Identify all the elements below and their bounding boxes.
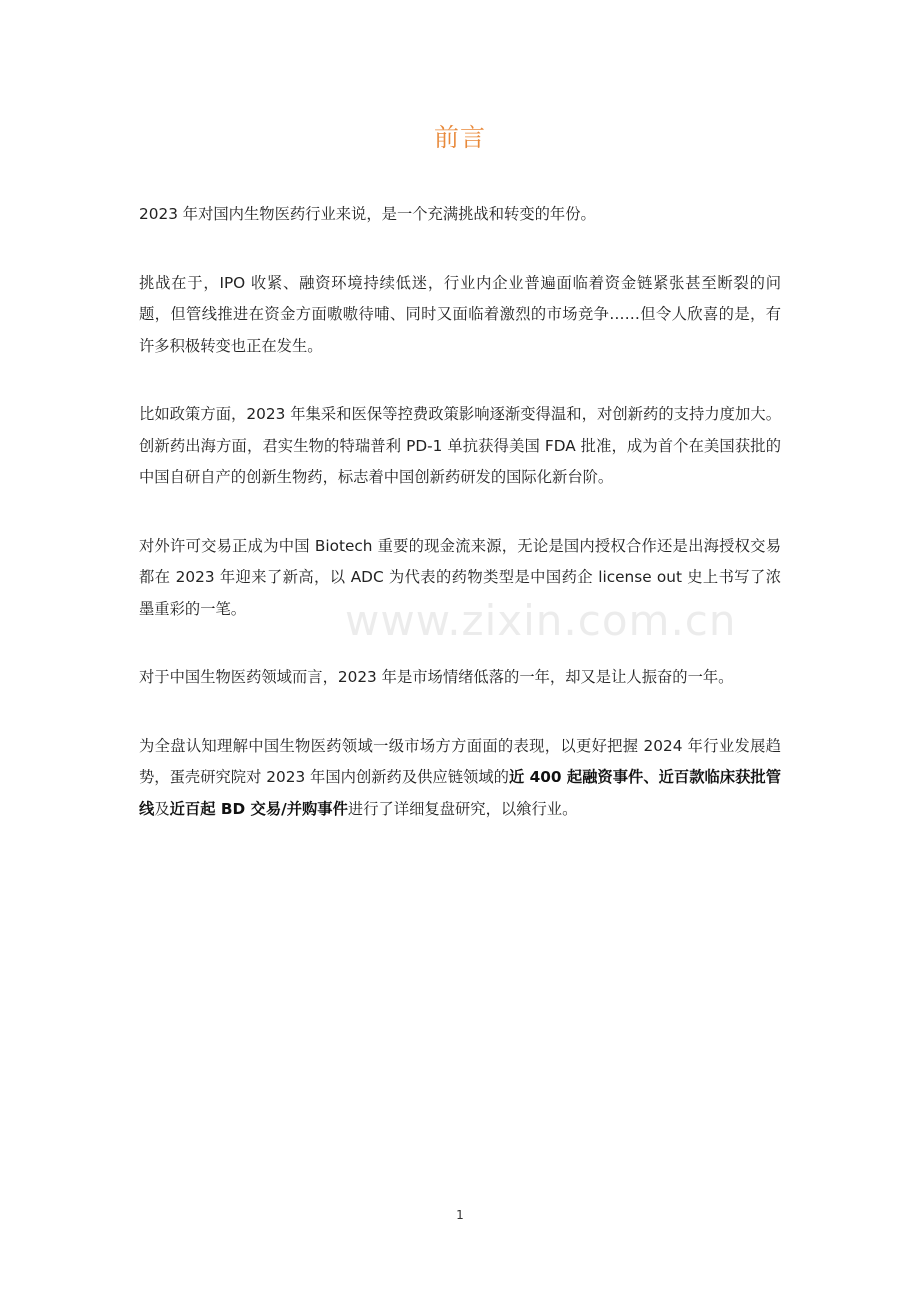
paragraph-summary: 对于中国生物医药领域而言，2023 年是市场情绪低落的一年，却又是让人振奋的一年。 bbox=[139, 668, 734, 686]
paragraph-policy: 比如政策方面，2023 年集采和医保等控费政策影响逐渐变得温和，对创新药的支持力度加大。创新药出海方面，君实生物的特瑞普利 PD-1 单抗获得美国 FDA 批准，成为首个在美国获批的中国自研自产的创新生物药，标志着中国创新药研发的国际化新台阶。 bbox=[139, 405, 781, 486]
research-scope-highlight-1: 近 400 起融资事件、近百款临床获批管线 bbox=[139, 768, 781, 818]
research-scope-text-1: 为全盘认知理解中国生物医药领域一级市场方方面面的表现，以更好把握 2024 年行业发展趋势，蛋壳研究院对 2023 年国内创新药及供应链领域的 bbox=[139, 736, 781, 786]
document-body bbox=[139, 199, 781, 862]
research-scope-text-3: 进行了详细复盘研究，以飨行业。 bbox=[347, 799, 578, 818]
paragraph-research-scope bbox=[139, 731, 781, 826]
paragraph-intro: 2023 年对国内生物医药行业来说，是一个充满挑战和转变的年份。 bbox=[139, 205, 596, 223]
page-number: 1 bbox=[456, 1208, 464, 1222]
watermark: www.zixin.com.cn bbox=[345, 596, 737, 645]
research-scope-highlight-2: 近百起 BD 交易/并购事件 bbox=[169, 799, 348, 818]
paragraph-challenges: 挑战在于，IPO 收紧、融资环境持续低迷，行业内企业普遍面临着资金链紧张甚至断裂的问题，但管线推进在资金方面嗷嗷待哺、同时又面临着激烈的市场竞争……但令人欣喜的是，有许多积极转变也正在发生。 bbox=[139, 273, 781, 355]
paragraph-licensing: 对外许可交易正成为中国 Biotech 重要的现金流来源，无论是国内授权合作还是出海授权交易都在 2023 年迎来了新高，以 ADC 为代表的药物类型是中国药企 license out 史上书写了浓墨重彩的一笔。 bbox=[139, 536, 781, 618]
research-scope-text-2: 及 bbox=[154, 799, 170, 818]
page-title: 前言 bbox=[433, 123, 486, 152]
